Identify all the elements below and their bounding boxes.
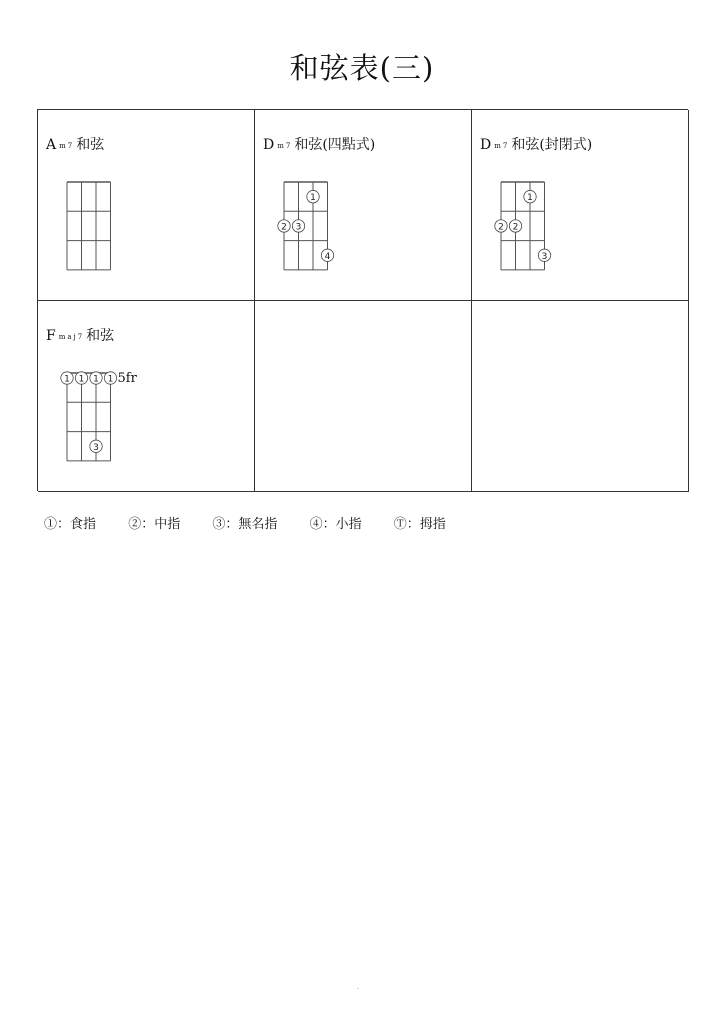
legend-separator: ： — [225, 517, 239, 532]
finger-label: 無名指 — [238, 517, 278, 532]
finger-label: 小指 — [335, 517, 362, 532]
chord-root: A — [46, 137, 57, 153]
footer-mark: . — [357, 984, 359, 991]
chord-name — [46, 325, 114, 345]
fret-position-label: 5fr — [117, 371, 137, 386]
chord-diagram — [46, 365, 136, 465]
finger-label: 中指 — [154, 517, 181, 532]
legend-item — [394, 513, 446, 532]
finger-number: 1 — [64, 374, 70, 385]
finger-number: 1 — [93, 374, 99, 385]
chord-root: D — [263, 137, 275, 153]
finger-number: 2 — [498, 222, 504, 233]
finger-symbol: ④ — [309, 517, 323, 532]
chord-diagram — [263, 174, 353, 274]
legend-separator: ： — [57, 517, 71, 532]
chord-root: F — [46, 328, 56, 344]
chord-name — [263, 134, 375, 154]
chord-suffix: 和弦(四點式) — [294, 137, 376, 153]
finger-number: 3 — [541, 251, 548, 262]
chord-suffix: 和弦 — [76, 137, 105, 153]
legend-separator: ： — [322, 517, 336, 532]
finger-legend — [44, 513, 474, 532]
finger-number: 2 — [281, 222, 287, 233]
chord-cell — [38, 301, 255, 492]
finger-symbol: Ⓣ — [393, 517, 407, 532]
finger-number: 1 — [527, 193, 533, 204]
chord-name — [46, 134, 104, 154]
chord-name — [480, 134, 592, 154]
finger-label: 食指 — [70, 517, 97, 532]
chord-cell — [472, 110, 689, 301]
chord-diagram — [46, 174, 136, 274]
finger-number: 1 — [78, 374, 85, 385]
legend-item — [310, 513, 362, 532]
legend-separator: ： — [141, 517, 155, 532]
chord-quality: m7 — [277, 142, 293, 150]
finger-symbol: ③ — [212, 517, 226, 532]
finger-number: 1 — [310, 193, 316, 204]
empty-cell — [472, 301, 689, 492]
chord-diagram — [480, 174, 570, 274]
legend-item — [44, 513, 96, 532]
finger-number: 3 — [93, 442, 99, 453]
finger-label: 拇指 — [419, 517, 446, 532]
finger-number: 4 — [324, 251, 331, 262]
chord-table — [37, 109, 688, 491]
chord-suffix: 和弦(封閉式) — [511, 137, 593, 153]
finger-number: 3 — [295, 222, 302, 233]
legend-item — [128, 513, 180, 532]
page-title: 和弦表(三) — [289, 51, 435, 85]
finger-symbol: ① — [44, 517, 58, 532]
chord-quality: maj7 — [58, 333, 85, 341]
chord-root: D — [480, 137, 492, 153]
chord-suffix: 和弦 — [86, 328, 115, 344]
chord-quality: m7 — [494, 142, 510, 150]
legend-item — [212, 513, 277, 532]
chord-cell — [255, 110, 472, 301]
empty-cell — [255, 301, 472, 492]
finger-number: 1 — [107, 374, 114, 385]
chord-quality: m7 — [59, 142, 75, 150]
legend-separator: ： — [406, 517, 420, 532]
finger-number: 2 — [512, 222, 519, 233]
chord-cell — [38, 110, 255, 301]
finger-symbol: ② — [128, 517, 142, 532]
